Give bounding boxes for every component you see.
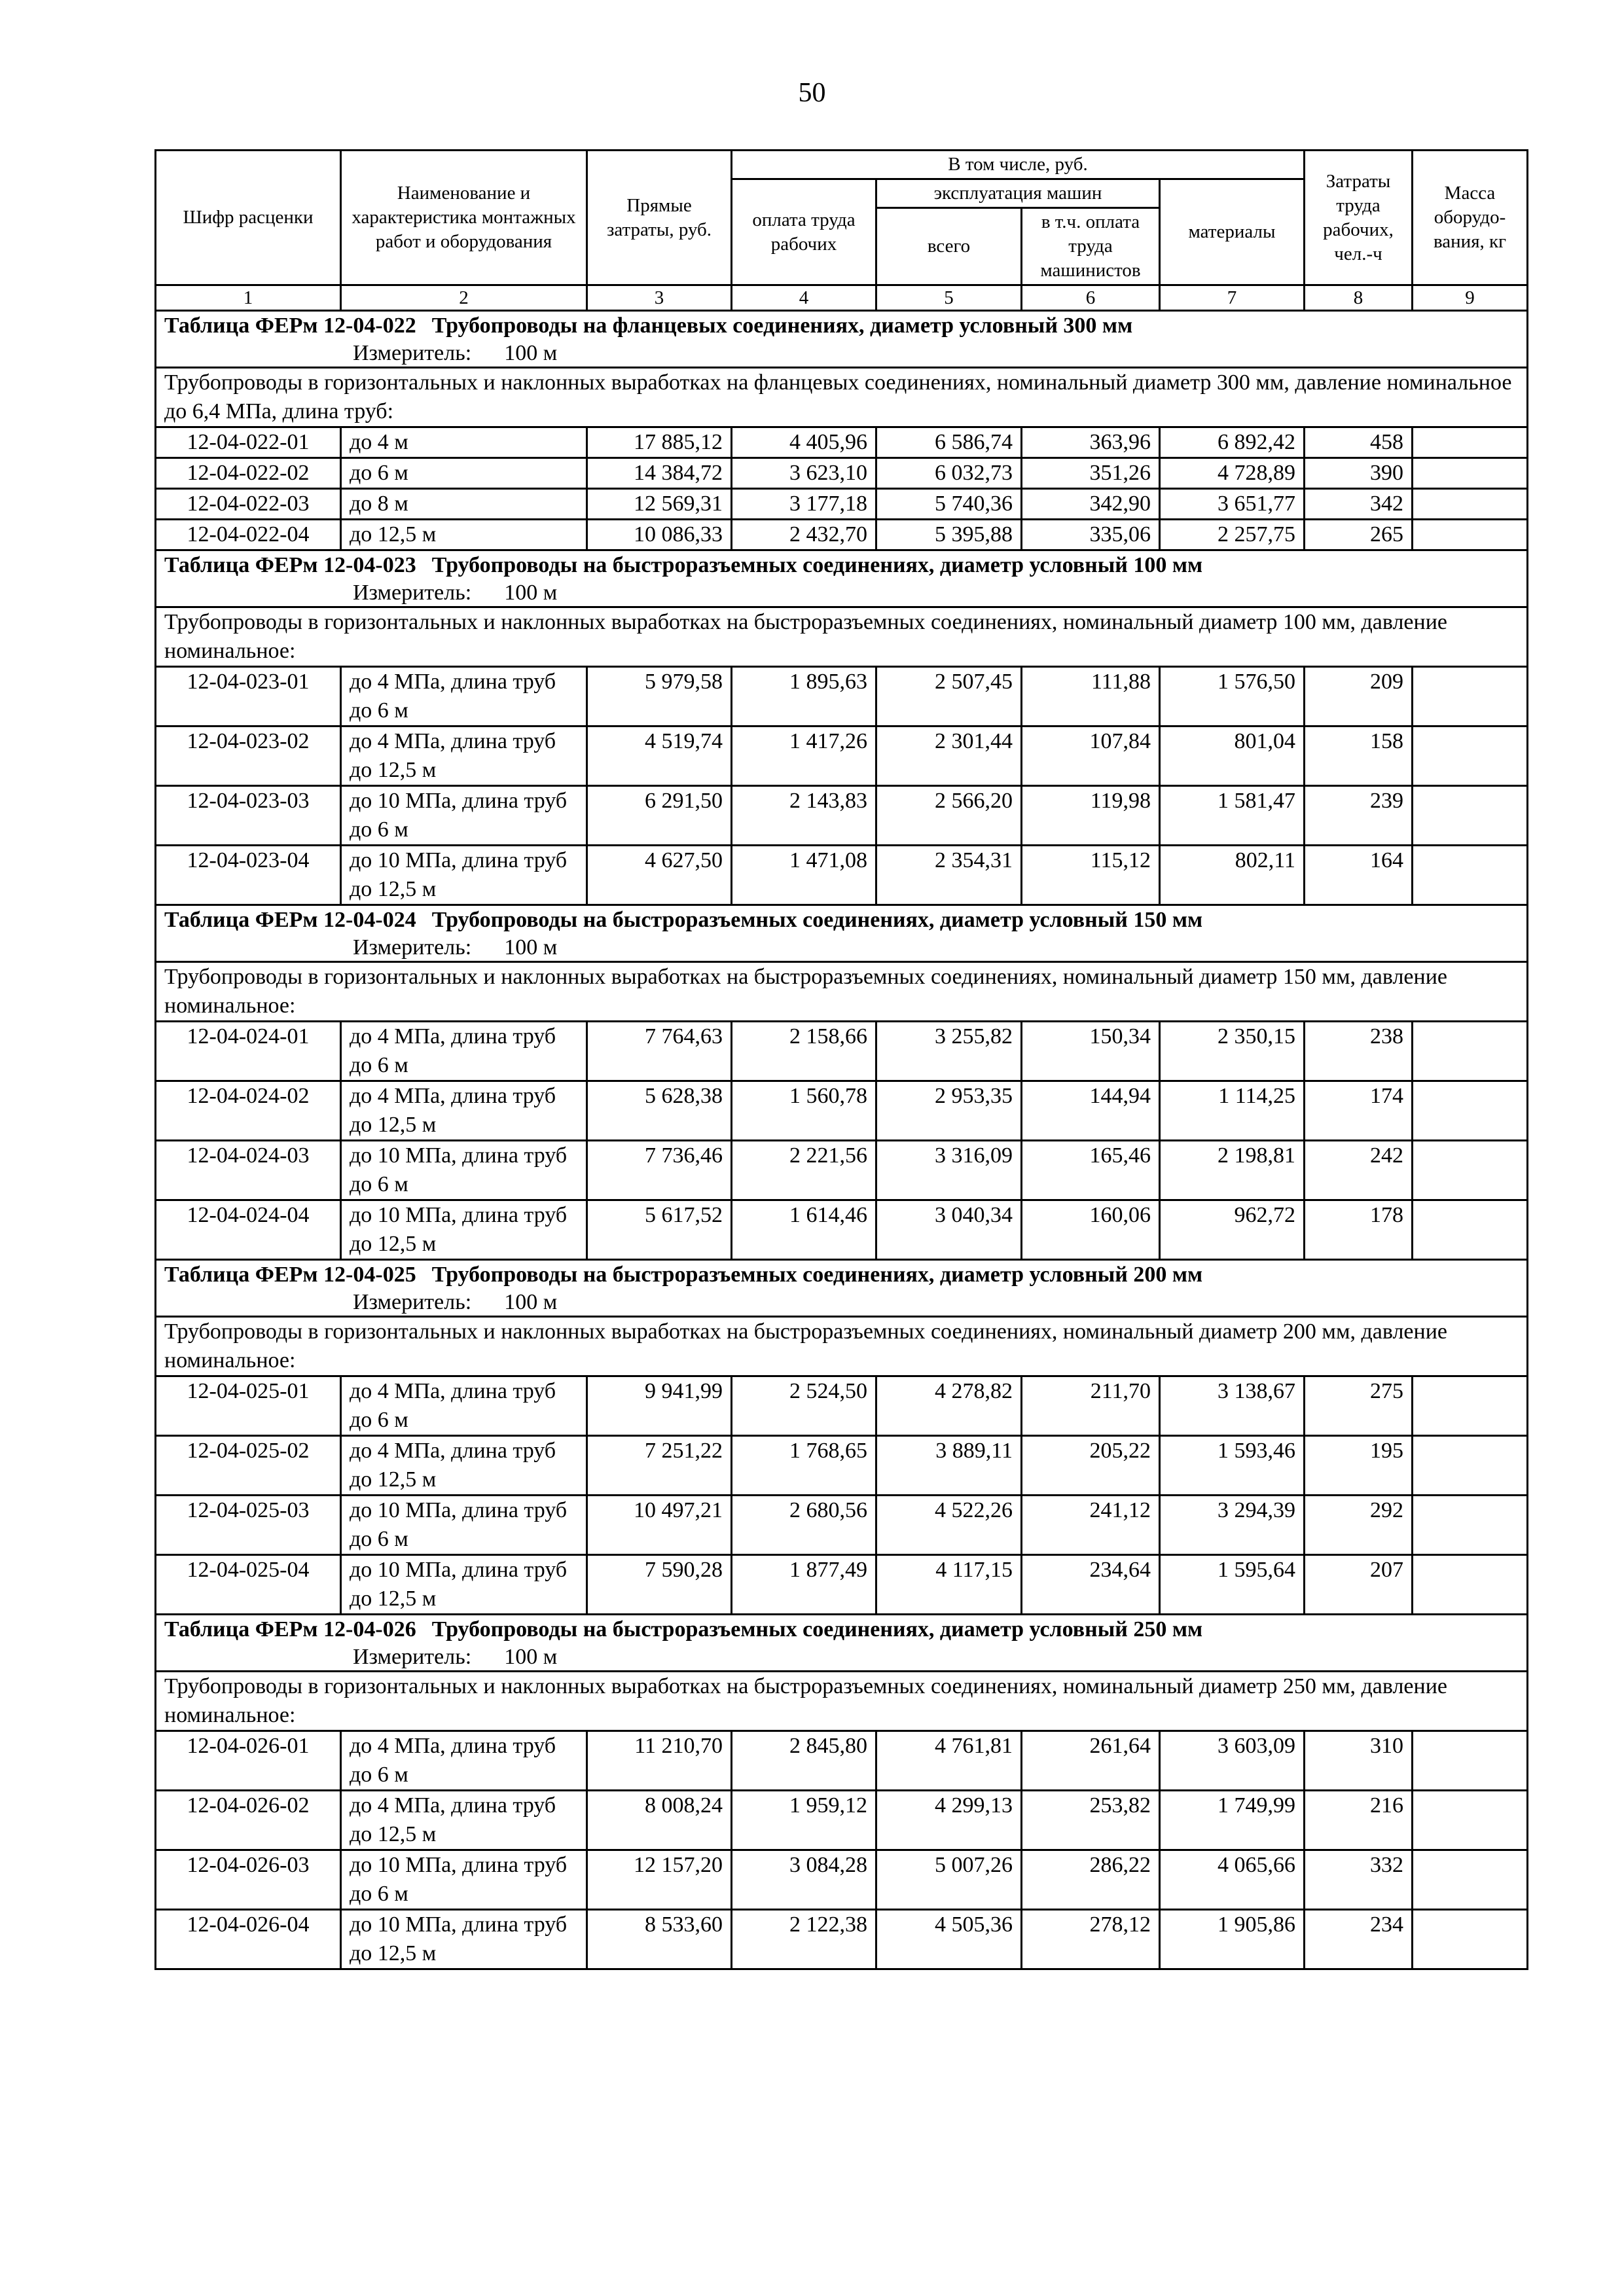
machines-total: 4 761,81 [876, 1731, 1022, 1791]
table-row [156, 1436, 1528, 1496]
measure-label: Измеритель: [353, 935, 472, 960]
materials-cost: 3 294,39 [1160, 1496, 1305, 1555]
machinist-pay: 351,26 [1022, 458, 1160, 489]
materials-cost: 1 581,47 [1160, 786, 1305, 846]
labor-hours: 265 [1305, 520, 1413, 550]
table-body [156, 311, 1528, 1969]
machines-total: 3 040,34 [876, 1200, 1022, 1260]
equipment-mass [1413, 1436, 1528, 1496]
section-description: Трубопроводы в горизонтальных и наклонных выработках на фланцевых соединениях, номинальный диаметр 300 мм, давление номинальное до 6,4 МПа, длина труб: [156, 368, 1528, 427]
machines-total: 6 586,74 [876, 427, 1022, 458]
rate-code: 12-04-023-01 [156, 667, 341, 726]
materials-cost: 801,04 [1160, 726, 1305, 786]
machinist-pay: 115,12 [1022, 846, 1160, 905]
rate-code: 12-04-024-04 [156, 1200, 341, 1260]
machinist-pay: 234,64 [1022, 1555, 1160, 1615]
materials-cost: 2 350,15 [1160, 1022, 1305, 1081]
machines-total: 4 278,82 [876, 1376, 1022, 1436]
rate-code: 12-04-025-01 [156, 1376, 341, 1436]
materials-cost: 962,72 [1160, 1200, 1305, 1260]
labor-hours: 209 [1305, 667, 1413, 726]
direct-cost: 9 941,99 [587, 1376, 732, 1436]
labor-pay: 2 158,66 [732, 1022, 876, 1081]
direct-cost: 11 210,70 [587, 1731, 732, 1791]
materials-cost: 6 892,42 [1160, 427, 1305, 458]
work-name: до 6 м [341, 458, 587, 489]
labor-hours: 390 [1305, 458, 1413, 489]
column-number: 7 [1160, 285, 1305, 311]
table-row [156, 1910, 1528, 1969]
rate-code: 12-04-022-04 [156, 520, 341, 550]
direct-cost: 8 533,60 [587, 1910, 732, 1969]
machinist-pay: 211,70 [1022, 1376, 1160, 1436]
section-description-row [156, 1317, 1528, 1376]
page-number: 50 [798, 78, 826, 108]
labor-hours: 207 [1305, 1555, 1413, 1615]
rate-code: 12-04-022-03 [156, 489, 341, 520]
equipment-mass [1413, 786, 1528, 846]
machines-total: 5 740,36 [876, 489, 1022, 520]
direct-cost: 5 628,38 [587, 1081, 732, 1141]
equipment-mass [1413, 1791, 1528, 1850]
table-row [156, 1850, 1528, 1910]
table-row [156, 726, 1528, 786]
labor-hours: 275 [1305, 1376, 1413, 1436]
machines-total: 2 953,35 [876, 1081, 1022, 1141]
materials-cost: 1 749,99 [1160, 1791, 1305, 1850]
rate-code: 12-04-023-02 [156, 726, 341, 786]
table-row [156, 1496, 1528, 1555]
labor-pay: 2 221,56 [732, 1141, 876, 1200]
rate-code: 12-04-026-02 [156, 1791, 341, 1850]
materials-cost: 3 138,67 [1160, 1376, 1305, 1436]
measure-unit: 100 м [504, 1645, 558, 1669]
table-code: Таблица ФЕРм 12-04-024 [164, 908, 416, 932]
work-name: до 10 МПа, длина труб до 6 м [341, 1141, 587, 1200]
machinist-pay: 205,22 [1022, 1436, 1160, 1496]
labor-pay: 1 471,08 [732, 846, 876, 905]
labor-pay: 2 680,56 [732, 1496, 876, 1555]
machinist-pay: 119,98 [1022, 786, 1160, 846]
work-name: до 4 МПа, длина труб до 6 м [341, 1376, 587, 1436]
labor-hours: 239 [1305, 786, 1413, 846]
direct-cost: 12 569,31 [587, 489, 732, 520]
labor-hours: 332 [1305, 1850, 1413, 1910]
direct-cost: 10 497,21 [587, 1496, 732, 1555]
measure-line [164, 340, 1519, 367]
direct-cost: 7 251,22 [587, 1436, 732, 1496]
direct-cost: 4 627,50 [587, 846, 732, 905]
machines-total: 4 117,15 [876, 1555, 1022, 1615]
table-code: Таблица ФЕРм 12-04-023 [164, 553, 416, 577]
section-title [156, 905, 1528, 962]
column-number: 9 [1413, 285, 1528, 311]
table-title: Трубопроводы на быстроразъемных соединениях, диаметр условный 250 мм [431, 1617, 1203, 1641]
column-numbers-row [156, 285, 1528, 311]
table-row [156, 1200, 1528, 1260]
machinist-pay: 111,88 [1022, 667, 1160, 726]
equipment-mass [1413, 1910, 1528, 1969]
equipment-mass [1413, 1496, 1528, 1555]
machinist-pay: 363,96 [1022, 427, 1160, 458]
materials-cost: 1 114,25 [1160, 1081, 1305, 1141]
table-title: Трубопроводы на быстроразъемных соединениях, диаметр условный 100 мм [431, 553, 1203, 577]
labor-hours: 342 [1305, 489, 1413, 520]
table-row [156, 1376, 1528, 1436]
column-number: 1 [156, 285, 341, 311]
work-name: до 4 МПа, длина труб до 12,5 м [341, 1791, 587, 1850]
work-name: до 4 МПа, длина труб до 6 м [341, 1731, 587, 1791]
table-row [156, 1141, 1528, 1200]
materials-cost: 802,11 [1160, 846, 1305, 905]
equipment-mass [1413, 1022, 1528, 1081]
rate-code: 12-04-023-03 [156, 786, 341, 846]
measure-label: Измеритель: [353, 1645, 472, 1669]
work-name: до 10 МПа, длина труб до 12,5 м [341, 1200, 587, 1260]
machinist-pay: 286,22 [1022, 1850, 1160, 1910]
labor-pay: 2 845,80 [732, 1731, 876, 1791]
labor-pay: 1 895,63 [732, 667, 876, 726]
rate-code: 12-04-025-03 [156, 1496, 341, 1555]
labor-hours: 242 [1305, 1141, 1413, 1200]
machinist-pay: 278,12 [1022, 1910, 1160, 1969]
labor-hours: 174 [1305, 1081, 1413, 1141]
section-title-row [156, 905, 1528, 962]
labor-pay: 3 084,28 [732, 1850, 876, 1910]
labor-hours: 234 [1305, 1910, 1413, 1969]
section-description-row [156, 368, 1528, 427]
header-machinist-pay: в т.ч. оплата труда машинистов [1022, 208, 1160, 285]
rate-code: 12-04-022-02 [156, 458, 341, 489]
materials-cost: 3 603,09 [1160, 1731, 1305, 1791]
column-number: 3 [587, 285, 732, 311]
labor-hours: 195 [1305, 1436, 1413, 1496]
table-row [156, 667, 1528, 726]
equipment-mass [1413, 1081, 1528, 1141]
work-name: до 4 МПа, длина труб до 12,5 м [341, 1081, 587, 1141]
work-name: до 4 м [341, 427, 587, 458]
measure-line [164, 935, 1519, 961]
machinist-pay: 144,94 [1022, 1081, 1160, 1141]
section-description-row [156, 607, 1528, 667]
direct-cost: 7 736,46 [587, 1141, 732, 1200]
machines-total: 3 889,11 [876, 1436, 1022, 1496]
column-number: 6 [1022, 285, 1160, 311]
rate-code: 12-04-026-01 [156, 1731, 341, 1791]
materials-cost: 4 728,89 [1160, 458, 1305, 489]
table-title: Трубопроводы на фланцевых соединениях, диаметр условный 300 мм [431, 314, 1133, 338]
direct-cost: 6 291,50 [587, 786, 732, 846]
direct-cost: 17 885,12 [587, 427, 732, 458]
machinist-pay: 261,64 [1022, 1731, 1160, 1791]
table-code: Таблица ФЕРм 12-04-026 [164, 1617, 416, 1641]
rate-code: 12-04-022-01 [156, 427, 341, 458]
header-mass: Масса оборудо-вания, кг [1413, 151, 1528, 285]
equipment-mass [1413, 520, 1528, 550]
section-title-row [156, 1260, 1528, 1317]
table-code: Таблица ФЕРм 12-04-022 [164, 314, 416, 338]
section-description: Трубопроводы в горизонтальных и наклонных выработках на быстроразъемных соединениях, номинальный диаметр 200 мм, давление номинальное: [156, 1317, 1528, 1376]
work-name: до 4 МПа, длина труб до 6 м [341, 1022, 587, 1081]
machines-total: 5 007,26 [876, 1850, 1022, 1910]
work-name: до 4 МПа, длина труб до 12,5 м [341, 1436, 587, 1496]
labor-pay: 1 560,78 [732, 1081, 876, 1141]
column-number: 4 [732, 285, 876, 311]
work-name: до 10 МПа, длина труб до 6 м [341, 786, 587, 846]
rate-code: 12-04-025-02 [156, 1436, 341, 1496]
materials-cost: 1 576,50 [1160, 667, 1305, 726]
machines-total: 4 505,36 [876, 1910, 1022, 1969]
table-title: Трубопроводы на быстроразъемных соединениях, диаметр условный 150 мм [431, 908, 1203, 932]
machinist-pay: 160,06 [1022, 1200, 1160, 1260]
machinist-pay: 150,34 [1022, 1022, 1160, 1081]
equipment-mass [1413, 1200, 1528, 1260]
rate-code: 12-04-024-01 [156, 1022, 341, 1081]
labor-pay: 1 877,49 [732, 1555, 876, 1615]
direct-cost: 7 764,63 [587, 1022, 732, 1081]
measure-label: Измеритель: [353, 1290, 472, 1314]
machinist-pay: 241,12 [1022, 1496, 1160, 1555]
header-labor-cost: Затраты труда рабочих, чел.-ч [1305, 151, 1413, 285]
labor-hours: 458 [1305, 427, 1413, 458]
measure-unit: 100 м [504, 581, 558, 605]
header-materials: материалы [1160, 179, 1305, 285]
machines-total: 2 354,31 [876, 846, 1022, 905]
machines-total: 2 566,20 [876, 786, 1022, 846]
table-row [156, 1555, 1528, 1615]
labor-hours: 164 [1305, 846, 1413, 905]
measure-line [164, 1644, 1519, 1670]
rate-code: 12-04-024-03 [156, 1141, 341, 1200]
section-description: Трубопроводы в горизонтальных и наклонных выработках на быстроразъемных соединениях, номинальный диаметр 150 мм, давление номинальное: [156, 962, 1528, 1022]
header-machines-total: всего [876, 208, 1022, 285]
labor-hours: 216 [1305, 1791, 1413, 1850]
materials-cost: 1 905,86 [1160, 1910, 1305, 1969]
direct-cost: 5 617,52 [587, 1200, 732, 1260]
equipment-mass [1413, 667, 1528, 726]
table-row [156, 846, 1528, 905]
machinist-pay: 253,82 [1022, 1791, 1160, 1850]
section-description: Трубопроводы в горизонтальных и наклонных выработках на быстроразъемных соединениях, номинальный диаметр 250 мм, давление номинальное: [156, 1672, 1528, 1731]
measure-label: Измеритель: [353, 581, 472, 605]
labor-pay: 1 959,12 [732, 1791, 876, 1850]
table-row [156, 1022, 1528, 1081]
column-number: 8 [1305, 285, 1413, 311]
table-row [156, 427, 1528, 458]
table-code: Таблица ФЕРм 12-04-025 [164, 1263, 416, 1287]
table-row [156, 520, 1528, 550]
header-labor-pay: оплата труда рабочих [732, 179, 876, 285]
materials-cost: 4 065,66 [1160, 1850, 1305, 1910]
equipment-mass [1413, 1376, 1528, 1436]
measure-line [164, 1289, 1519, 1316]
section-title [156, 1260, 1528, 1317]
section-title [156, 1615, 1528, 1672]
section-title [156, 550, 1528, 607]
header-name: Наименование и характеристика монтажных работ и оборудования [341, 151, 587, 285]
section-title [156, 311, 1528, 368]
labor-hours: 178 [1305, 1200, 1413, 1260]
machinist-pay: 342,90 [1022, 489, 1160, 520]
measure-label: Измеритель: [353, 341, 472, 365]
labor-pay: 1 768,65 [732, 1436, 876, 1496]
table-row [156, 1731, 1528, 1791]
header-code: Шифр расценки [156, 151, 341, 285]
section-description-row [156, 1672, 1528, 1731]
work-name: до 10 МПа, длина труб до 12,5 м [341, 846, 587, 905]
table-header [156, 151, 1528, 311]
section-title-row [156, 550, 1528, 607]
labor-pay: 1 417,26 [732, 726, 876, 786]
labor-pay: 2 432,70 [732, 520, 876, 550]
work-name: до 10 МПа, длина труб до 12,5 м [341, 1910, 587, 1969]
work-name: до 4 МПа, длина труб до 12,5 м [341, 726, 587, 786]
materials-cost: 1 595,64 [1160, 1555, 1305, 1615]
direct-cost: 14 384,72 [587, 458, 732, 489]
labor-pay: 4 405,96 [732, 427, 876, 458]
equipment-mass [1413, 489, 1528, 520]
rate-code: 12-04-026-04 [156, 1910, 341, 1969]
rate-code: 12-04-025-04 [156, 1555, 341, 1615]
rate-code: 12-04-023-04 [156, 846, 341, 905]
measure-line [164, 580, 1519, 606]
labor-pay: 2 122,38 [732, 1910, 876, 1969]
machines-total: 3 316,09 [876, 1141, 1022, 1200]
section-title-row [156, 311, 1528, 368]
measure-unit: 100 м [504, 341, 558, 365]
table-title: Трубопроводы на быстроразъемных соединениях, диаметр условный 200 мм [431, 1263, 1203, 1287]
equipment-mass [1413, 1555, 1528, 1615]
machines-total: 5 395,88 [876, 520, 1022, 550]
header-direct: Прямые затраты, руб. [587, 151, 732, 285]
machines-total: 4 299,13 [876, 1791, 1022, 1850]
work-name: до 12,5 м [341, 520, 587, 550]
section-description: Трубопроводы в горизонтальных и наклонных выработках на быстроразъемных соединениях, номинальный диаметр 100 мм, давление номинальное: [156, 607, 1528, 667]
measure-unit: 100 м [504, 935, 558, 960]
work-name: до 8 м [341, 489, 587, 520]
labor-pay: 1 614,46 [732, 1200, 876, 1260]
table-row [156, 458, 1528, 489]
direct-cost: 8 008,24 [587, 1791, 732, 1850]
materials-cost: 2 198,81 [1160, 1141, 1305, 1200]
machines-total: 3 255,82 [876, 1022, 1022, 1081]
column-number: 2 [341, 285, 587, 311]
section-title-row [156, 1615, 1528, 1672]
column-number: 5 [876, 285, 1022, 311]
equipment-mass [1413, 458, 1528, 489]
machinist-pay: 335,06 [1022, 520, 1160, 550]
machinist-pay: 107,84 [1022, 726, 1160, 786]
price-table [154, 149, 1528, 1970]
labor-pay: 2 524,50 [732, 1376, 876, 1436]
materials-cost: 2 257,75 [1160, 520, 1305, 550]
equipment-mass [1413, 1850, 1528, 1910]
work-name: до 10 МПа, длина труб до 6 м [341, 1850, 587, 1910]
labor-hours: 292 [1305, 1496, 1413, 1555]
machinist-pay: 165,46 [1022, 1141, 1160, 1200]
section-description-row [156, 962, 1528, 1022]
direct-cost: 7 590,28 [587, 1555, 732, 1615]
header-machines: эксплуатация машин [876, 179, 1160, 208]
rate-code: 12-04-024-02 [156, 1081, 341, 1141]
direct-cost: 12 157,20 [587, 1850, 732, 1910]
table-row [156, 489, 1528, 520]
header-including: В том числе, руб. [732, 151, 1305, 179]
machines-total: 4 522,26 [876, 1496, 1022, 1555]
machines-total: 6 032,73 [876, 458, 1022, 489]
work-name: до 4 МПа, длина труб до 6 м [341, 667, 587, 726]
direct-cost: 4 519,74 [587, 726, 732, 786]
equipment-mass [1413, 1141, 1528, 1200]
labor-hours: 158 [1305, 726, 1413, 786]
rate-code: 12-04-026-03 [156, 1850, 341, 1910]
table-row [156, 1081, 1528, 1141]
work-name: до 10 МПа, длина труб до 6 м [341, 1496, 587, 1555]
work-name: до 10 МПа, длина труб до 12,5 м [341, 1555, 587, 1615]
table-row [156, 1791, 1528, 1850]
equipment-mass [1413, 726, 1528, 786]
equipment-mass [1413, 1731, 1528, 1791]
machines-total: 2 507,45 [876, 667, 1022, 726]
table-row [156, 786, 1528, 846]
materials-cost: 3 651,77 [1160, 489, 1305, 520]
machines-total: 2 301,44 [876, 726, 1022, 786]
labor-hours: 238 [1305, 1022, 1413, 1081]
labor-pay: 3 177,18 [732, 489, 876, 520]
equipment-mass [1413, 846, 1528, 905]
direct-cost: 5 979,58 [587, 667, 732, 726]
direct-cost: 10 086,33 [587, 520, 732, 550]
labor-pay: 2 143,83 [732, 786, 876, 846]
equipment-mass [1413, 427, 1528, 458]
labor-hours: 310 [1305, 1731, 1413, 1791]
measure-unit: 100 м [504, 1290, 558, 1314]
labor-pay: 3 623,10 [732, 458, 876, 489]
materials-cost: 1 593,46 [1160, 1436, 1305, 1496]
